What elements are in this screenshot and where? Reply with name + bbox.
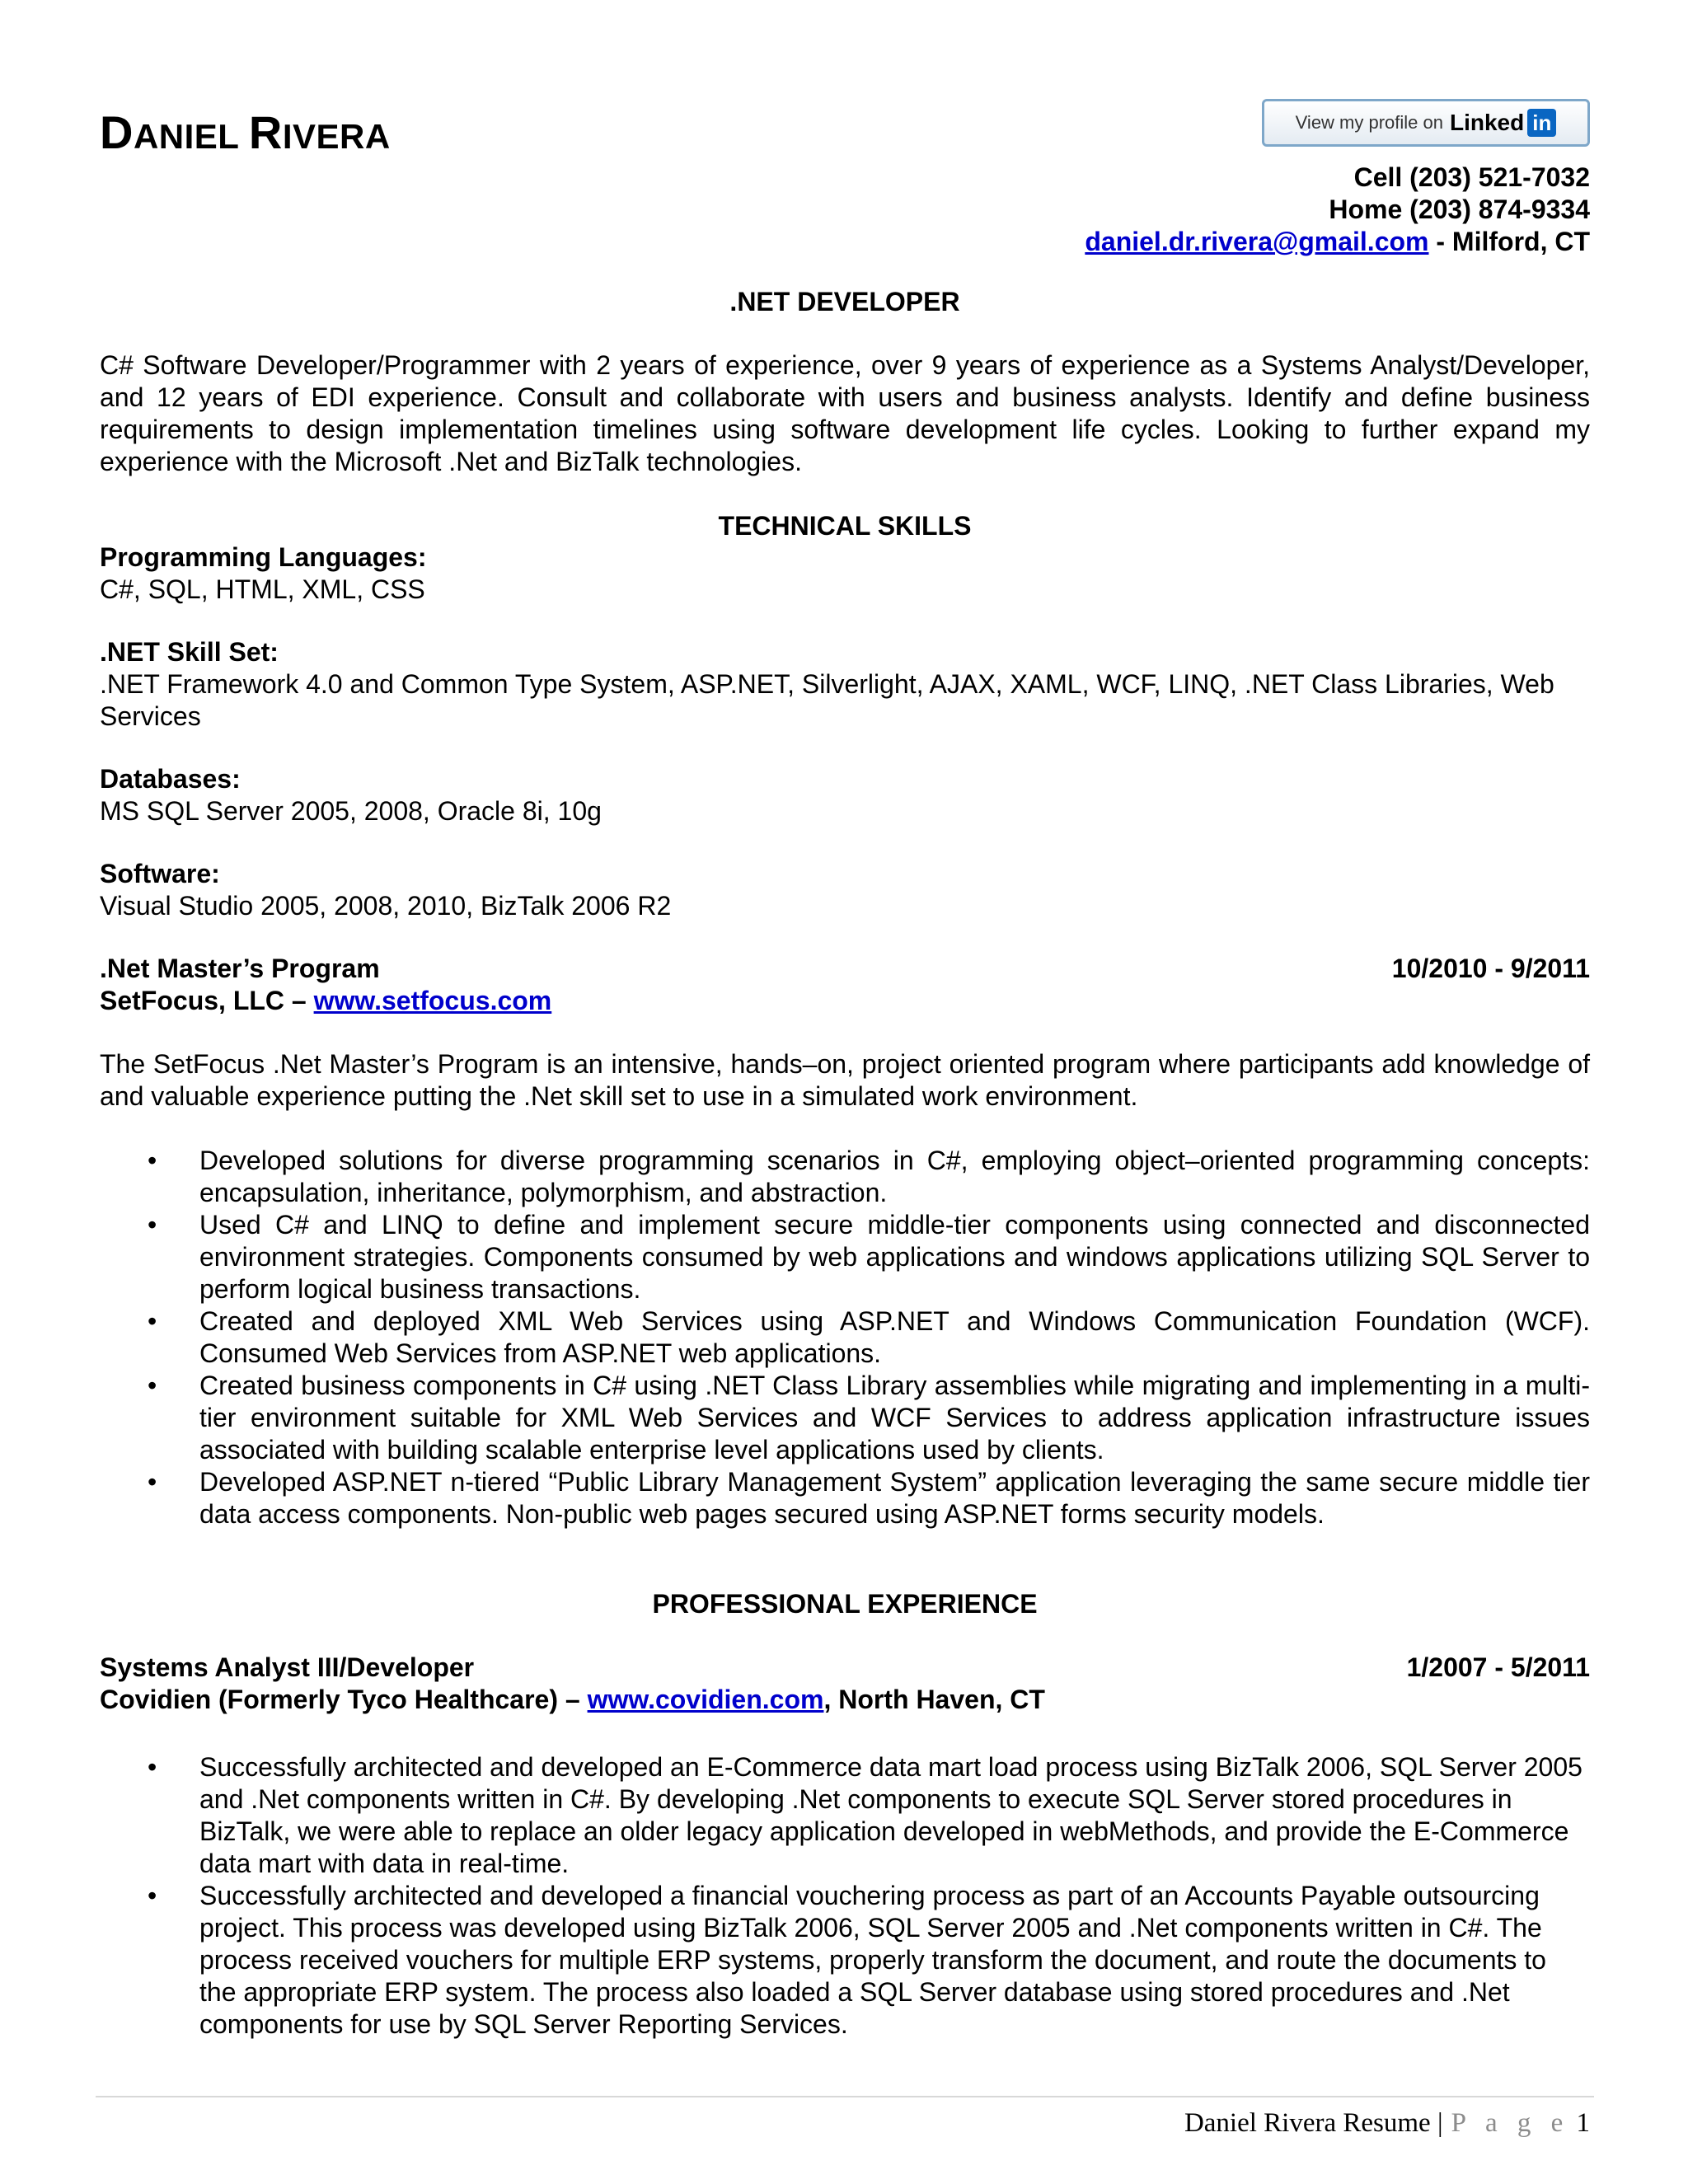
program-description: The SetFocus .Net Master’s Program is an intensive, hands–on, project oriented program where participants add knowledge of and valuable experience putting the .Net skill set to use in a simulated work environment.: [100, 1049, 1590, 1111]
program-org-row: [100, 985, 1590, 1017]
linkedin-button-text: View my profile on: [1295, 112, 1443, 133]
list-item: • Developed ASP.NET n-tiered “Public Library Management System” application leveraging the same secure middle tier data access components. Non-public web pages secured using ASP.NET forms security models.: [148, 1467, 1590, 1529]
technical-skills-heading: TECHNICAL SKILLS: [718, 511, 972, 541]
experience-bullets: [100, 1751, 1590, 2041]
covidien-link[interactable]: www.covidien.com: [587, 1685, 824, 1714]
list-item: • Created and deployed XML Web Services using ASP.NET and Windows Communication Foundation (WCF). Consumed Web Services from ASP.NET web applications.: [148, 1306, 1590, 1368]
company-location: , North Haven, CT: [823, 1685, 1045, 1714]
job-title: Systems Analyst III/Developer: [100, 1652, 475, 1682]
program-org: SetFocus, LLC –: [100, 986, 314, 1015]
program-title: .Net Master’s Program: [100, 954, 380, 983]
company-row: [100, 1684, 1590, 1716]
candidate-name: DANIEL RIVERA: [100, 106, 391, 158]
net-skill-set-label: .NET Skill Set:: [100, 637, 279, 667]
company-name: Covidien (Formerly Tyco Healthcare) –: [100, 1685, 588, 1714]
job-title-row: [100, 1652, 1590, 1684]
programming-languages-label: Programming Languages:: [100, 542, 427, 572]
net-skill-set-value: .NET Framework 4.0 and Common Type System, ASP.NET, Silverlight, AJAX, XAML, WCF, LINQ, .NET Class Libraries, Web Services: [100, 669, 1554, 731]
list-item: • Developed solutions for diverse programming scenarios in C#, employing object–oriented programming concepts: encapsulation, inheritance, polymorphism, and abstraction.: [148, 1146, 1590, 1207]
contact-block: [1085, 162, 1590, 258]
job-dates: 1/2007 - 5/2011: [1406, 1652, 1590, 1682]
cell-phone: Cell (203) 521-7032: [1353, 162, 1590, 192]
software-label: Software:: [100, 859, 220, 888]
job-title-heading: .NET DEVELOPER: [729, 287, 960, 316]
software-value: Visual Studio 2005, 2008, 2010, BizTalk 2006 R2: [100, 891, 672, 921]
linkedin-in-icon: in: [1527, 109, 1556, 137]
email-link[interactable]: daniel.dr.rivera@gmail.com: [1085, 227, 1429, 256]
databases-value: MS SQL Server 2005, 2008, Oracle 8i, 10g: [100, 796, 602, 826]
footer-divider: [96, 2096, 1594, 2097]
program-title-row: [100, 953, 1590, 985]
setfocus-link[interactable]: www.setfocus.com: [313, 986, 552, 1015]
summary-paragraph: C# Software Developer/Programmer with 2 years of experience, over 9 years of experience as a Systems Analyst/Developer, and 12 years of EDI experience. Consult and collaborate with users and business analysts. Identify and define business requirements to design implementation timelines using software development life cycles. Looking to further expand my experience with the Microsoft .Net and BizTalk technologies.: [100, 350, 1590, 476]
list-item: • Created business components in C# using .NET Class Library assemblies while migrating and implementing in a multi-tier environment suitable for XML Web Services and WCF Services to address application infrastructure issues associated with building scalable enterprise level applications used by clients.: [148, 1371, 1590, 1465]
linkedin-brand: Linked: [1450, 110, 1525, 135]
footer-page-word: P a g e: [1451, 2108, 1570, 2138]
page-footer: [1184, 2108, 1590, 2139]
programming-languages-value: C#, SQL, HTML, XML, CSS: [100, 574, 425, 604]
professional-experience-heading: PROFESSIONAL EXPERIENCE: [652, 1589, 1038, 1619]
list-item: • Successfully architected and developed a financial vouchering process as part of an Accounts Payable outsourcing project. This process was developed using BizTalk 2006, SQL Server 2005 and .Net components written in C#. The process received vouchers for multiple ERP systems, properly transform the document, and route the documents to the appropriate ERP system. The process also loaded a SQL Server database using stored procedures and .Net components for use by SQL Server Reporting Services.: [148, 1881, 1546, 2039]
program-bullets: [100, 1145, 1590, 1530]
home-phone: Home (203) 874-9334: [1329, 194, 1590, 224]
list-item: • Used C# and LINQ to define and implement secure middle-tier components using connected and disconnected environment strategies. Components consumed by web applications and windows applications utilizing SQL Server to perform logical business transactions.: [148, 1210, 1590, 1304]
linkedin-profile-button[interactable]: [1262, 99, 1590, 147]
list-item: • Successfully architected and developed an E-Commerce data mart load process using BizTalk 2006, SQL Server 2005 and .Net components written in C#. By developing .Net components to execute SQL Server stored procedures in BizTalk, we were able to replace an older legacy application developed in webMethods, and provide the E-Commerce data mart with data in real-time.: [148, 1752, 1582, 1878]
footer-page-number: 1: [1576, 2108, 1590, 2138]
databases-label: Databases:: [100, 764, 241, 794]
program-dates: 10/2010 - 9/2011: [1391, 954, 1590, 983]
location: - Milford, CT: [1428, 227, 1590, 256]
footer-text: Daniel Rivera Resume |: [1184, 2108, 1443, 2138]
